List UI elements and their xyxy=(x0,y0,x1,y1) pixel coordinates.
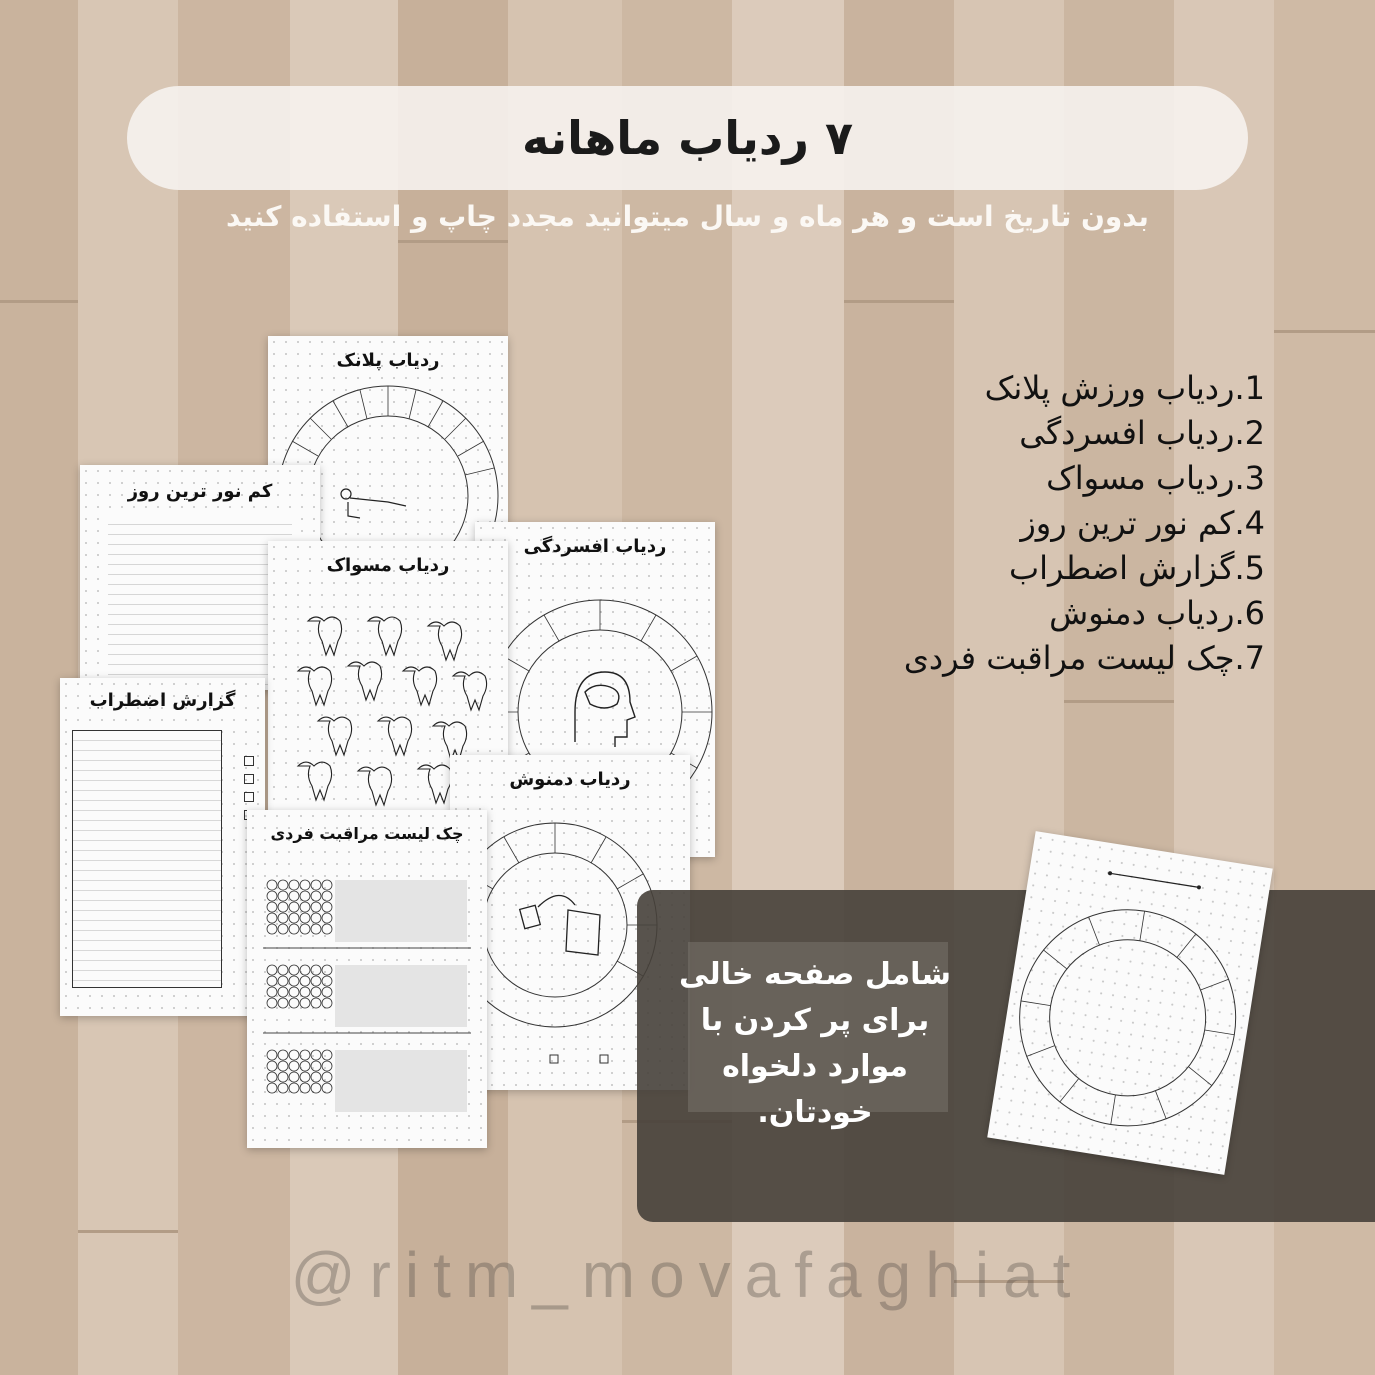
note-line: خودتان. xyxy=(757,1095,873,1130)
dimmest-day-title: کم نور ترین روز xyxy=(127,481,273,502)
selfcare-checklist-page xyxy=(247,810,487,1148)
watermark-handle: @ritm_movafaghiat xyxy=(290,1239,1085,1311)
tea-page-title: ردیاب دمنوش xyxy=(509,769,631,790)
notes-box xyxy=(72,730,222,988)
checklist-grid-icon xyxy=(247,810,487,1148)
blank-page-note xyxy=(640,952,990,1136)
lined-area xyxy=(108,515,292,690)
list-item: 2.ردیاب افسردگی xyxy=(1019,414,1265,452)
note-line: شامل صفحه خالی xyxy=(679,957,951,992)
list-item: 6.ردیاب دمنوش xyxy=(1049,594,1265,632)
blank-tracker-page xyxy=(987,831,1273,1175)
list-item: 5.گزارش اضطراب xyxy=(1009,549,1265,587)
anxiety-report-page xyxy=(60,678,265,1016)
anxiety-page-title: گزارش اضطراب xyxy=(89,690,236,711)
checkbox xyxy=(244,756,254,766)
note-line: برای پر کردن با xyxy=(700,1003,930,1038)
plank-page-title: ردیاب پلانک xyxy=(336,350,440,371)
list-item: 7.چک لیست مراقبت فردی xyxy=(903,639,1265,677)
list-item: 1.ردیاب ورزش پلانک xyxy=(984,369,1265,407)
selfcare-page-title: چک لیست مراقبت فردی xyxy=(270,824,464,843)
list-item: 3.ردیاب مسواک xyxy=(1046,459,1265,497)
checkbox xyxy=(244,792,254,802)
page-title: ۷ ردیاب ماهانه xyxy=(521,111,854,165)
blank-ring-icon xyxy=(987,831,1273,1175)
depression-page-title: ردیاب افسردگی xyxy=(523,536,667,557)
list-item: 4.کم نور ترین روز xyxy=(1020,504,1265,542)
title-banner xyxy=(127,86,1248,190)
note-line: موارد دلخواه xyxy=(722,1049,908,1084)
toothbrush-page-title: ردیاب مسواک xyxy=(326,555,450,576)
feature-list xyxy=(845,366,1265,681)
subtitle: بدون تاریخ است و هر ماه و سال میتوانید مجدد چاپ و استفاده کنید xyxy=(226,200,1149,233)
checkbox xyxy=(244,774,254,784)
